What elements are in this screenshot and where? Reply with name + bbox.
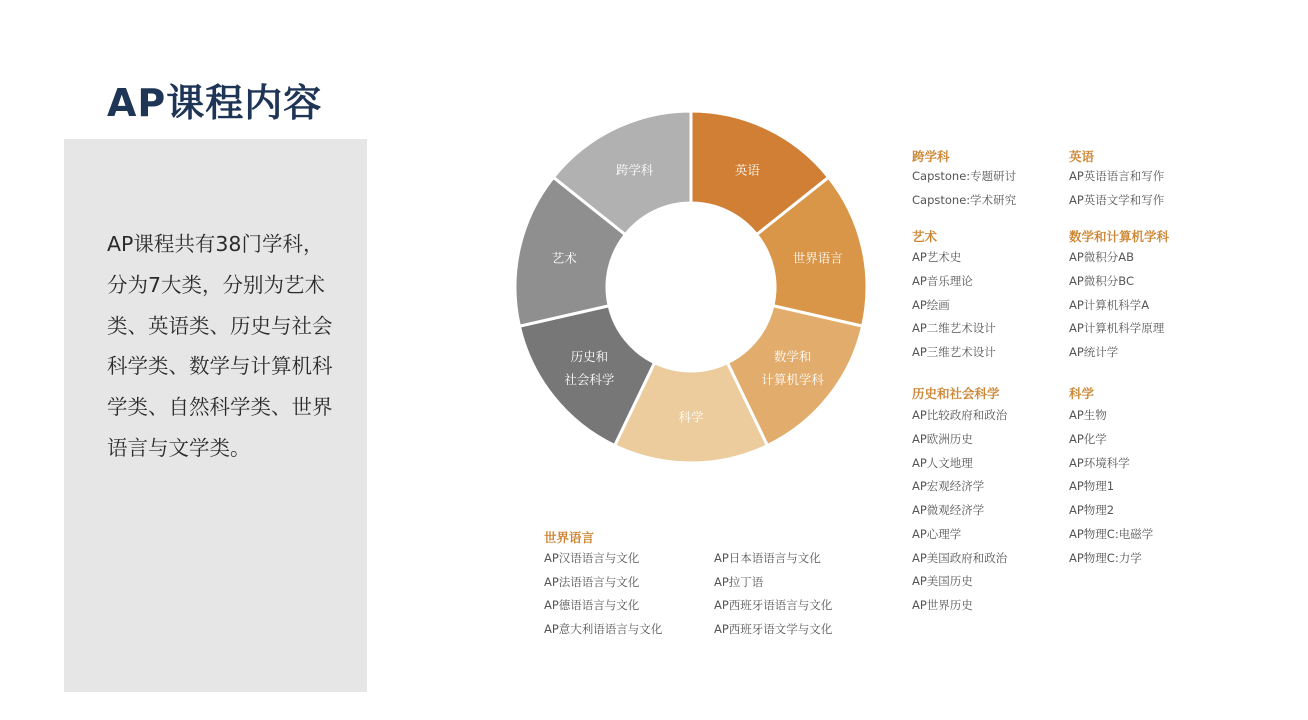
course-item: AP生物 xyxy=(1069,408,1107,422)
course-item: AP欧洲历史 xyxy=(912,431,973,446)
donut-slice-label: 科学 xyxy=(678,409,704,425)
course-item: AP统计学 xyxy=(1069,345,1119,359)
category-heading-science: 科学 xyxy=(1069,386,1095,401)
course-item: AP德语语言与文化 xyxy=(544,598,640,612)
category-heading-english: 英语 xyxy=(1069,149,1095,164)
category-heading-world-languages: 世界语言 xyxy=(544,530,595,545)
category-heading-math-cs: 数学和计算机学科 xyxy=(1069,229,1170,244)
page-title: AP课程内容 xyxy=(107,81,323,125)
course-item: AP拉丁语 xyxy=(714,574,764,589)
category-heading-interdisciplinary: 跨学科 xyxy=(912,149,950,164)
donut-slice-label: 历史和社会科学 xyxy=(564,349,615,388)
course-item: AP微观经济学 xyxy=(912,503,985,517)
course-item: AP日本语语言与文化 xyxy=(714,551,821,565)
course-item: AP人文地理 xyxy=(912,455,973,470)
course-item: AP西班牙语语言与文化 xyxy=(714,598,833,612)
course-item: AP绘画 xyxy=(912,297,950,312)
course-item: AP心理学 xyxy=(912,526,962,541)
category-list-math-cs xyxy=(1069,246,1164,365)
course-item: AP宏观经济学 xyxy=(912,479,985,494)
category-list-english xyxy=(1069,165,1164,213)
category-donut-chart xyxy=(515,108,867,466)
course-item: AP三维艺术设计 xyxy=(912,345,996,359)
course-item: AP微积分AB xyxy=(1069,250,1135,264)
category-heading-history-social: 历史和社会科学 xyxy=(912,386,1000,401)
course-item: AP美国政府和政治 xyxy=(912,550,1008,565)
donut-slice-label: 跨学科 xyxy=(615,162,654,178)
category-list-science xyxy=(1069,404,1153,570)
category-list-arts xyxy=(912,246,996,365)
course-item: AP意大利语语言与文化 xyxy=(544,621,663,636)
category-heading-arts: 艺术 xyxy=(912,229,938,244)
donut-slice-label: 世界语言 xyxy=(792,250,843,266)
course-item: AP物理C:力学 xyxy=(1069,550,1142,565)
course-item: AP环境科学 xyxy=(1069,455,1130,470)
course-item: AP计算机科学A xyxy=(1069,297,1150,312)
course-item: AP物理C:电磁学 xyxy=(1069,526,1154,541)
course-item: AP物理2 xyxy=(1069,503,1115,517)
course-item: AP英语语言和写作 xyxy=(1069,169,1165,183)
course-item: AP美国历史 xyxy=(912,574,973,589)
category-list-history-social xyxy=(912,404,1007,618)
course-item: AP世界历史 xyxy=(912,598,973,612)
course-item: AP物理1 xyxy=(1069,479,1115,494)
category-list-world-languages xyxy=(544,547,864,641)
course-item: AP比较政府和政治 xyxy=(912,408,1008,422)
donut-slice-label: 艺术 xyxy=(551,250,577,266)
course-item: AP二维艺术设计 xyxy=(912,321,996,336)
course-item: AP艺术史 xyxy=(912,250,962,264)
course-item: Capstone:学术研究 xyxy=(912,192,1017,207)
course-item: Capstone:专题研讨 xyxy=(912,169,1017,183)
course-item: AP化学 xyxy=(1069,431,1107,446)
course-item: AP音乐理论 xyxy=(912,273,973,288)
course-item: AP西班牙语文学与文化 xyxy=(714,621,833,636)
donut-slice-label: 数学和计算机学科 xyxy=(761,349,824,388)
category-list-interdisciplinary xyxy=(912,165,1016,213)
course-item: AP汉语语言与文化 xyxy=(544,551,640,565)
course-item: AP微积分BC xyxy=(1069,273,1135,288)
intro-text: AP课程共有38门学科，分为7大类，分别为艺术类、英语类、历史与社会科学类、数学与计算机科学类、自然科学类、世界语言与文学类。 xyxy=(107,232,333,460)
course-item: AP计算机科学原理 xyxy=(1069,321,1165,336)
course-item: AP法语语言与文化 xyxy=(544,574,640,589)
donut-slice-label: 英语 xyxy=(734,162,760,178)
course-item: AP英语文学和写作 xyxy=(1069,192,1165,207)
